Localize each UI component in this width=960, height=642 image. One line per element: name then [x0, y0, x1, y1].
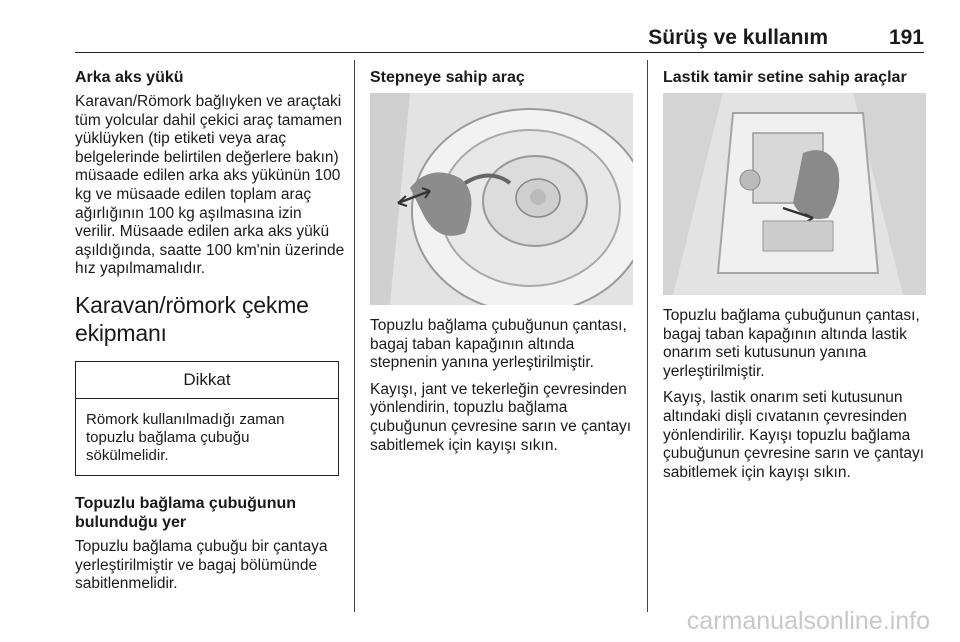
heading-spare-wheel-vehicle: Stepneye sahip araç — [370, 69, 525, 86]
repair-kit-paragraph-2: Kayış, lastik onarım seti kutusunun altındaki dişli cıvatanın çevresinden yönlendirilir. Kayışı topuzlu bağlama çubuğunun çevresine sarın ve çantayı sabitlemek için kayışı sıkın. — [663, 389, 925, 481]
column-divider — [354, 60, 355, 612]
repair-kit-paragraph-1: Topuzlu bağlama çubuğunun çantası, bagaj taban kapağının altında lastik onarım seti kutusunun yanına yerleştirilmiştir. — [663, 307, 920, 380]
spare-wheel-paragraph-2: Kayışı, jant ve tekerleğin çevresinden yönlendirin, topuzlu bağlama çubuğunun çevresine sarın ve çantayı sabitlemek için kayışı sıkın. — [370, 380, 632, 454]
watermark: carmanualsonline.info — [686, 607, 930, 635]
tow-bar-location-paragraph: Topuzlu bağlama çubuğu bir çantaya yerleştirilmiştir ve bagaj bölümünde sabitlenmelidir. — [75, 537, 328, 593]
repair-kit-illustration — [663, 93, 926, 295]
caution-title: Dikkat — [76, 362, 338, 399]
spare-wheel-illustration — [370, 93, 633, 305]
heading-tow-bar-location: Topuzlu bağlama çubuğunun bulunduğu yer — [75, 494, 297, 531]
caution-body: Römork kullanılmadığı zaman topuzlu bağlama çubuğu sökülmelidir. — [86, 410, 285, 464]
chapter-title: Sürüş ve kullanım — [648, 26, 828, 49]
heading-repair-kit-vehicle: Lastik tamir setine sahip araçlar — [663, 69, 907, 86]
heading-towing-equipment: Karavan/römork çekme ekipmanı — [75, 291, 309, 346]
caution-box — [75, 361, 339, 476]
spare-wheel-paragraph-1: Topuzlu bağlama çubuğunun çantası, bagaj taban kapağının altında stepnenin yanına yerleştirilmiştir. — [370, 317, 627, 372]
page-header — [75, 26, 924, 53]
column-right — [663, 60, 928, 490]
column-left — [75, 60, 345, 602]
rear-axle-paragraph: Karavan/Römork bağlıyken ve araçtaki tüm yolcular dahil çekici araç tamamen yüklüyken (tip etiketi veya araç belgelerinde belirtilen değerlere bakın) müsaade edilen arka aks yükünün 100 kg ve müsaade edilen toplam araç ağırlığının 100 kg aşılmasına izin verilir. Müsaade edilen arka aks yükü aşıldığında, saatte 100 km'nin üzerinde hız yapılmamalıdır. — [75, 93, 345, 278]
page-number: 191 — [888, 26, 924, 49]
column-middle — [370, 60, 635, 463]
column-divider — [647, 60, 648, 612]
heading-rear-axle-load: Arka aks yükü — [75, 69, 184, 86]
